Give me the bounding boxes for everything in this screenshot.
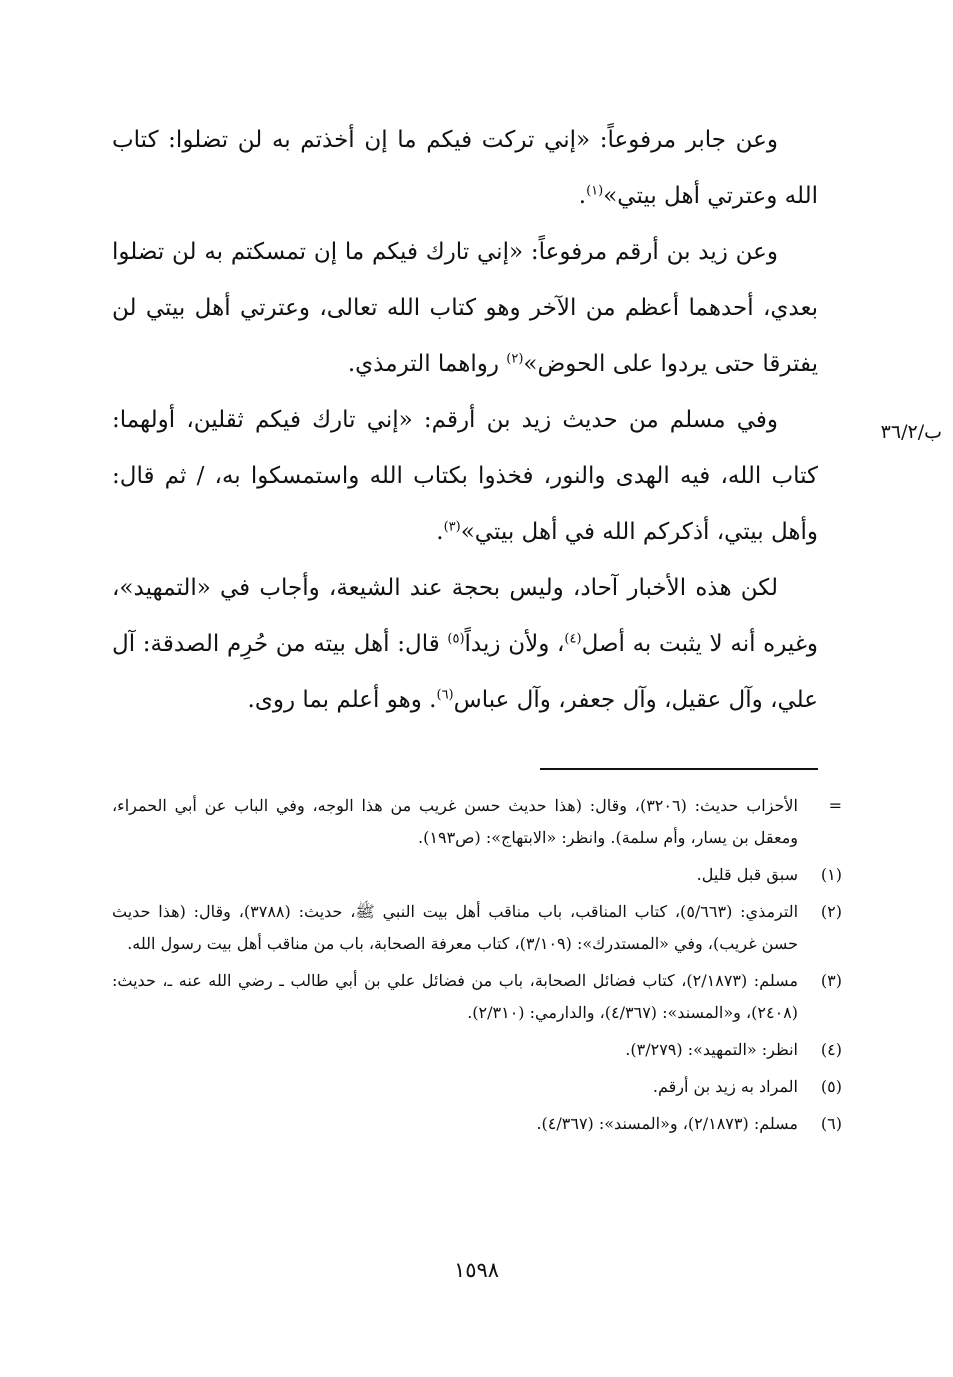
footnote-ref-2: (٢) [506,351,524,367]
footnote-ref-6: (٦) [436,687,454,703]
footnote-separator [540,768,818,770]
footnote-2 [112,896,842,960]
footnote-ref-5: (٥) [447,631,465,647]
footnote-ref-4: (٤) [564,631,582,647]
footnote-text: الأحزاب حديث: (٣٢٠٦)، وقال: (هذا حديث حسن غريب من هذا الوجه، وفي الباب عن أبي الحمراء، ومعقل بن يسار، وأم سلمة). وانظر: «الابتهاج»: (ص١٩٣). [112,796,798,847]
page-number: ١٥٩٨ [453,1258,500,1282]
paragraph-jabir: وعن جابر مرفوعاً: «إني تركت فيكم ما إن أخذتم به لن تضلوا: كتاب الله وعترتي أهل بيتي»$^{(١)}$. [112,127,818,209]
paragraph-conclusion: لكن هذه الأخبار آحاد، وليس بحجة عند الشيعة، وأجاب في «التمهيد»، وغيره أنه لا يثبت به أصل$^{(٤)}$، ولأن زيداً$^{(٥)}$ قال: أهل بيته من حُرِم الصدقة: آل علي، وآل عقيل، وآل جعفر، وآل عباس$^{(٦)}$. وهو أعلم بما روى. [112,575,818,713]
footnote-6 [112,1108,842,1140]
footnote-1 [112,859,842,891]
footnote-continued [112,790,842,854]
footnote-number: (٤) [820,1040,842,1059]
footnote-number: (١) [820,865,842,884]
footnote-number: (٦) [820,1114,842,1133]
footnote-text: سبق قبل قليل. [696,865,798,884]
footnote-4 [112,1034,842,1066]
footnote-number: (٢) [820,902,842,921]
manuscript-folio-marker: ب/٣٦/٢ [880,421,942,443]
footnote-number: (٣) [820,971,842,990]
footnote-text: مسلم: (٢/١٨٧٣)، كتاب فضائل الصحابة، باب من فضائل علي بن أبي طالب ـ رضي الله عنه ـ، حديث: (٢٤٠٨)، و«المسند»: (٤/٣٦٧)، والدارمي: (٢/٣١٠). [112,971,798,1022]
footnote-text: المراد به زيد بن أرقم. [652,1077,798,1096]
footnote-text: الترمذي: (٥/٦٦٣)، كتاب المناقب، باب مناقب أهل بيت النبي ﷺ، حديث: (٣٧٨٨)، وقال: (هذا حديث حسن غريب)، وفي «المستدرك»: (٣/١٠٩)، كتاب معرفة الصحابة، باب من مناقب أهل بيت رسول الله. [112,902,799,953]
footnote-number: (٥) [820,1077,842,1096]
footnote-ref-3: (٣) [443,519,461,535]
footnotes [112,790,842,1145]
footnote-number: = [828,796,842,815]
footnote-5 [112,1071,842,1103]
paragraph-zayd: وعن زيد بن أرقم مرفوعاً: «إني تارك فيكم ما إن تمسكتم به لن تضلوا بعدي، أحدهما أعظم من الآخر وهو كتاب الله تعالى، وعترتي أهل بيتي لن يفترقا حتى يردوا على الحوض»$^{(٢)}$ رواهما الترمذي. [112,239,818,377]
footnote-ref-1: (١) [586,183,604,199]
footnote-text: انظر: «التمهيد»: (٣/٢٧٩). [625,1040,798,1059]
main-text [112,112,818,728]
footnote-3 [112,965,842,1029]
footnote-text: مسلم: (٢/١٨٧٣)، و«المسند»: (٤/٣٦٧). [536,1114,798,1133]
paragraph-muslim: وفي مسلم من حديث زيد بن أرقم: «إني تارك فيكم ثقلين، أولهما: كتاب الله، فيه الهدى والنور، فخذوا بكتاب الله واستمسكوا به، / ثم قال: وأهل بيتي، أذكركم الله في أهل بيتي»$^{(٣)}$. [112,407,818,545]
